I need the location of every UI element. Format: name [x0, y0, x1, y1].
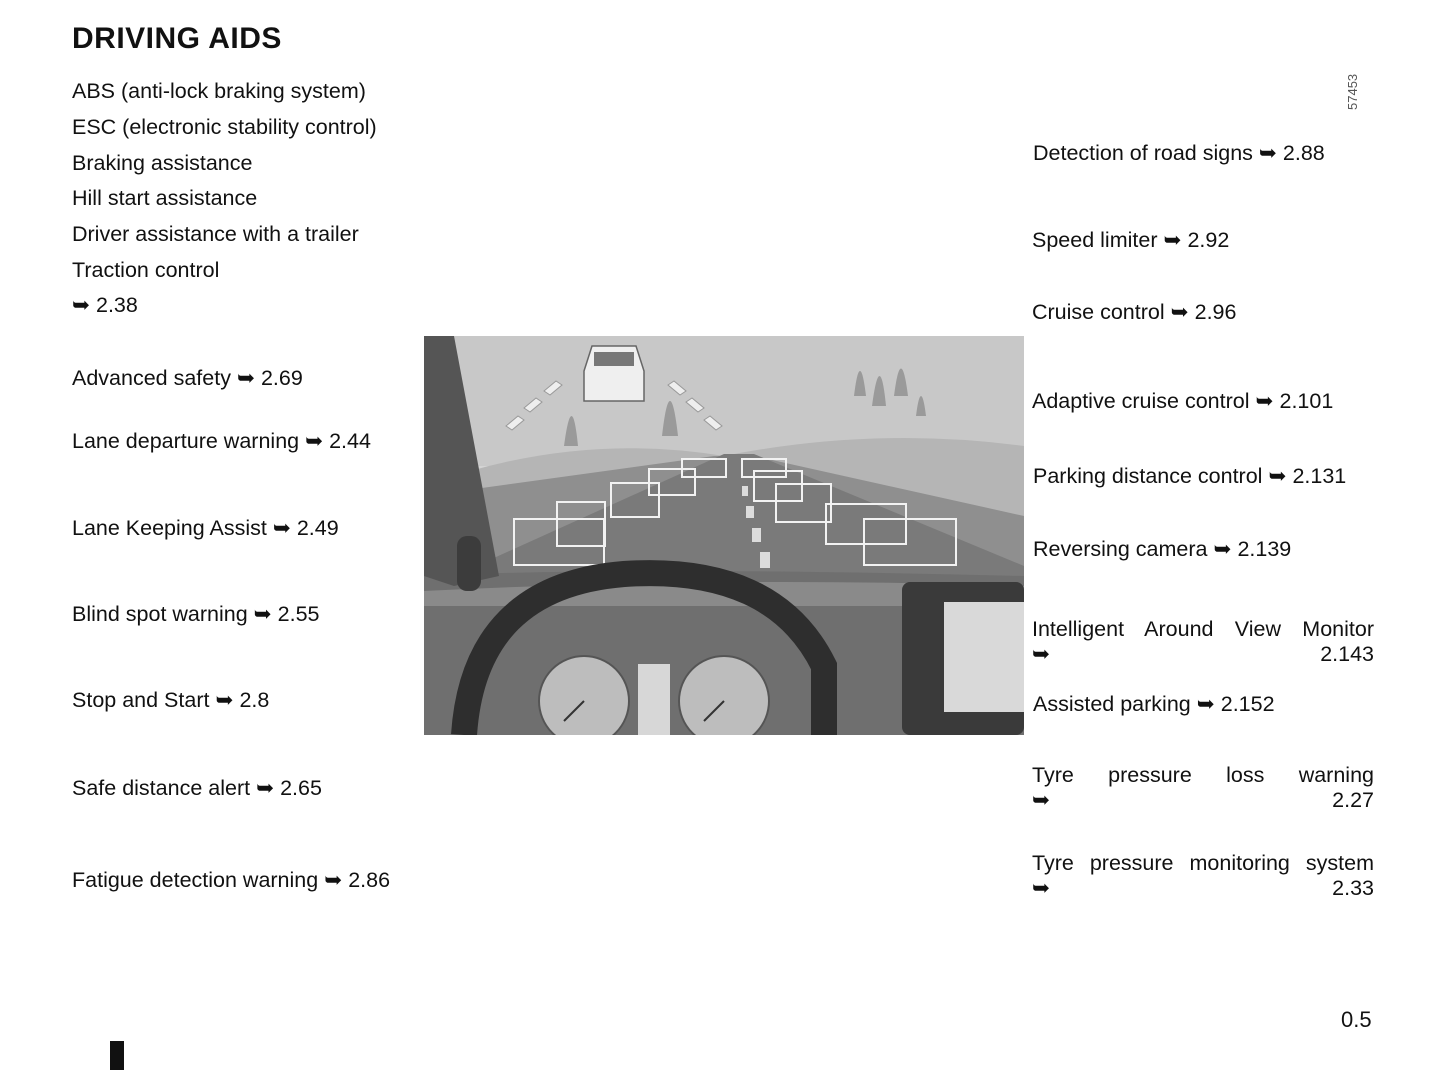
item-speed-limiter[interactable]: Speed limiter ➥ 2.92 [1032, 228, 1230, 252]
tachometer-icon [679, 656, 769, 735]
item-intelligent-around-view-monitor[interactable]: Intelligent Around View Monitor ➥ 2.143 [1032, 617, 1374, 666]
item-assisted-parking[interactable]: Assisted parking ➥ 2.152 [1033, 692, 1275, 716]
arrow-right-icon: ➥ [256, 776, 275, 800]
page-edge-marker [110, 1041, 124, 1070]
arrow-right-icon: ➥ [272, 516, 291, 540]
arrow-right-icon: ➥ [1163, 228, 1182, 252]
arrow-right-icon: ➥ [1196, 692, 1215, 716]
item-tyre-pressure-monitoring-system[interactable]: Tyre pressure monitoring system ➥ 2.33 [1032, 851, 1374, 900]
item-advanced-safety[interactable]: Advanced safety ➥ 2.69 [72, 366, 303, 390]
arrow-right-icon: ➥ [1258, 141, 1277, 165]
arrow-right-icon: ➥ [1032, 788, 1051, 812]
arrow-right-icon: ➥ [72, 293, 91, 317]
arrow-right-icon: ➥ [253, 602, 272, 626]
item-traction-control: Traction control [72, 258, 220, 282]
item-safe-distance-alert[interactable]: Safe distance alert ➥ 2.65 [72, 776, 322, 800]
driving-aids-illustration [424, 336, 1024, 735]
arrow-right-icon: ➥ [1170, 300, 1189, 324]
arrow-right-icon: ➥ [1255, 389, 1274, 413]
arrow-right-icon: ➥ [236, 366, 255, 390]
arrow-right-icon: ➥ [324, 868, 343, 892]
speedometer-icon [539, 656, 629, 735]
abs-group-reference[interactable]: ➥ 2.38 [72, 293, 138, 317]
item-blind-spot-warning[interactable]: Blind spot warning ➥ 2.55 [72, 602, 320, 626]
item-lane-keeping-assist[interactable]: Lane Keeping Assist ➥ 2.49 [72, 516, 339, 540]
item-detection-of-road-signs[interactable]: Detection of road signs ➥ 2.88 [1033, 141, 1325, 165]
arrow-right-icon: ➥ [1268, 464, 1287, 488]
multimedia-screen-icon [902, 582, 1024, 735]
item-lane-departure-warning[interactable]: Lane departure warning ➥ 2.44 [72, 429, 371, 453]
item-tyre-pressure-loss-warning[interactable]: Tyre pressure loss warning ➥ 2.27 [1032, 763, 1374, 812]
page-title: DRIVING AIDS [72, 22, 282, 55]
figure-id: 57453 [1345, 73, 1360, 110]
item-esc: ESC (electronic stability control) [72, 115, 377, 139]
item-reversing-camera[interactable]: Reversing camera ➥ 2.139 [1033, 537, 1292, 561]
item-adaptive-cruise-control[interactable]: Adaptive cruise control ➥ 2.101 [1032, 389, 1334, 413]
arrow-right-icon: ➥ [1213, 537, 1232, 561]
arrow-right-icon: ➥ [215, 688, 234, 712]
arrow-right-icon: ➥ [305, 429, 324, 453]
item-abs: ABS (anti-lock braking system) [72, 79, 366, 103]
item-stop-and-start[interactable]: Stop and Start ➥ 2.8 [72, 688, 270, 712]
arrow-right-icon: ➥ [1032, 876, 1051, 900]
car-icon [584, 346, 644, 401]
item-braking-assistance: Braking assistance [72, 151, 253, 175]
item-trailer-assistance: Driver assistance with a trailer [72, 222, 359, 246]
item-hill-start-assistance: Hill start assistance [72, 186, 258, 210]
item-fatigue-detection-warning[interactable]: Fatigue detection warning ➥ 2.86 [72, 868, 391, 892]
arrow-right-icon: ➥ [1032, 642, 1051, 666]
page-number: 0.5 [1341, 1007, 1372, 1032]
item-parking-distance-control[interactable]: Parking distance control ➥ 2.131 [1033, 464, 1347, 488]
item-cruise-control[interactable]: Cruise control ➥ 2.96 [1032, 300, 1237, 324]
